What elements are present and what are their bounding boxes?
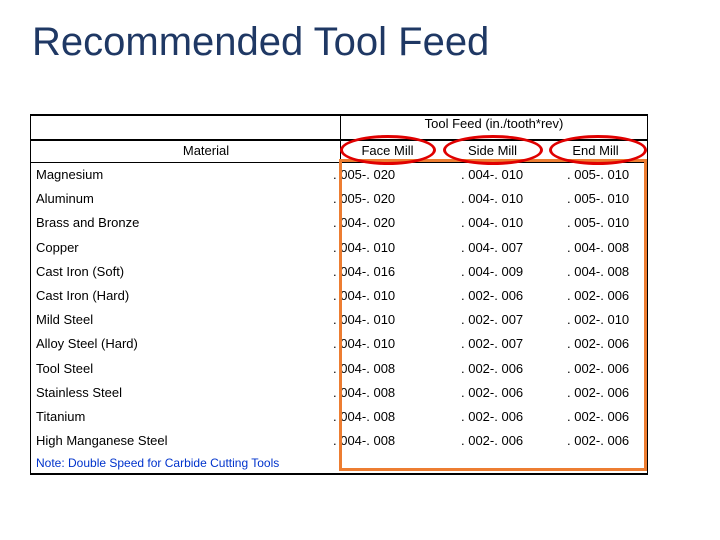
face-mill-cell: . 005-. 020 xyxy=(333,167,396,182)
end-mill-cell: . 002-. 006 xyxy=(567,384,630,400)
side-mill-cell: . 002-. 007 xyxy=(461,312,524,328)
face-mill-column-header: Face Mill xyxy=(361,143,414,158)
end-mill-cell: . 002-. 010 xyxy=(567,312,630,328)
face-mill-cell: . 004-. 008 xyxy=(333,360,396,376)
material-cell: Stainless Steel xyxy=(36,384,122,400)
side-mill-cell: . 002-. 007 xyxy=(461,336,524,352)
side-mill-column-header: Side Mill xyxy=(467,143,518,158)
end-mill-highlight-ellipse xyxy=(549,135,647,165)
face-mill-highlight-ellipse xyxy=(340,135,436,165)
end-mill-cell: . 002-. 006 xyxy=(567,360,630,376)
side-mill-cell: . 004-. 010 xyxy=(461,215,524,231)
face-mill-cell: . 004-. 010 xyxy=(333,336,396,352)
material-cell: Alloy Steel (Hard) xyxy=(36,336,138,352)
side-mill-cell: . 002-. 006 xyxy=(461,384,524,400)
material-cell: Magnesium xyxy=(36,167,104,182)
face-mill-cell: . 004-. 016 xyxy=(333,263,396,279)
header-divider xyxy=(30,139,648,141)
material-cell: Tool Steel xyxy=(36,360,94,376)
side-mill-cell: . 004-. 007 xyxy=(461,239,524,255)
face-mill-cell: . 004-. 008 xyxy=(333,409,396,424)
material-cell: Titanium xyxy=(36,409,86,424)
end-mill-cell: . 005-. 010 xyxy=(567,167,630,182)
end-mill-cell: . 002-. 006 xyxy=(567,288,630,303)
material-cell: Mild Steel xyxy=(36,312,94,328)
material-cell: Brass and Bronze xyxy=(36,215,140,231)
face-mill-cell: . 004-. 010 xyxy=(333,239,396,255)
slide-title: Recommended Tool Feed xyxy=(32,20,490,64)
end-mill-cell: . 004-. 008 xyxy=(567,239,630,255)
material-cell: Cast Iron (Soft) xyxy=(36,263,125,279)
carbide-note: Note: Double Speed for Carbide Cutting Tools xyxy=(36,456,280,470)
material-cell: Copper xyxy=(36,239,79,255)
end-mill-cell: . 002-. 006 xyxy=(567,409,630,424)
material-cell: Cast Iron (Hard) xyxy=(36,288,130,303)
face-mill-cell: . 004-. 008 xyxy=(333,433,396,449)
face-mill-cell: . 004-. 010 xyxy=(333,312,396,328)
material-cell: Aluminum xyxy=(36,191,94,207)
side-mill-cell: . 002-. 006 xyxy=(461,288,524,303)
tool-feed-group-header: Tool Feed (in./tooth*rev) xyxy=(424,116,564,131)
end-mill-cell: . 002-. 006 xyxy=(567,433,630,449)
side-mill-cell: . 002-. 006 xyxy=(461,409,524,424)
side-mill-highlight-ellipse xyxy=(443,135,543,165)
material-column-header: Material xyxy=(182,143,230,158)
face-mill-cell: . 004-. 020 xyxy=(333,215,396,231)
side-mill-cell: . 004-. 010 xyxy=(461,167,524,182)
end-mill-cell: . 002-. 006 xyxy=(567,336,630,352)
values-highlight-box xyxy=(339,159,647,471)
face-mill-cell: . 004-. 010 xyxy=(333,288,396,303)
end-mill-cell: . 004-. 008 xyxy=(567,263,630,279)
end-mill-column-header: End Mill xyxy=(572,143,619,158)
side-mill-cell: . 002-. 006 xyxy=(461,433,524,449)
end-mill-cell: . 005-. 010 xyxy=(567,215,630,231)
side-mill-cell: . 002-. 006 xyxy=(461,360,524,376)
face-mill-cell: . 004-. 008 xyxy=(333,384,396,400)
side-mill-cell: . 004-. 010 xyxy=(461,191,524,207)
face-mill-cell: . 005-. 020 xyxy=(333,191,396,207)
material-cell: High Manganese Steel xyxy=(36,433,168,449)
end-mill-cell: . 005-. 010 xyxy=(567,191,630,207)
side-mill-cell: . 004-. 009 xyxy=(461,263,524,279)
